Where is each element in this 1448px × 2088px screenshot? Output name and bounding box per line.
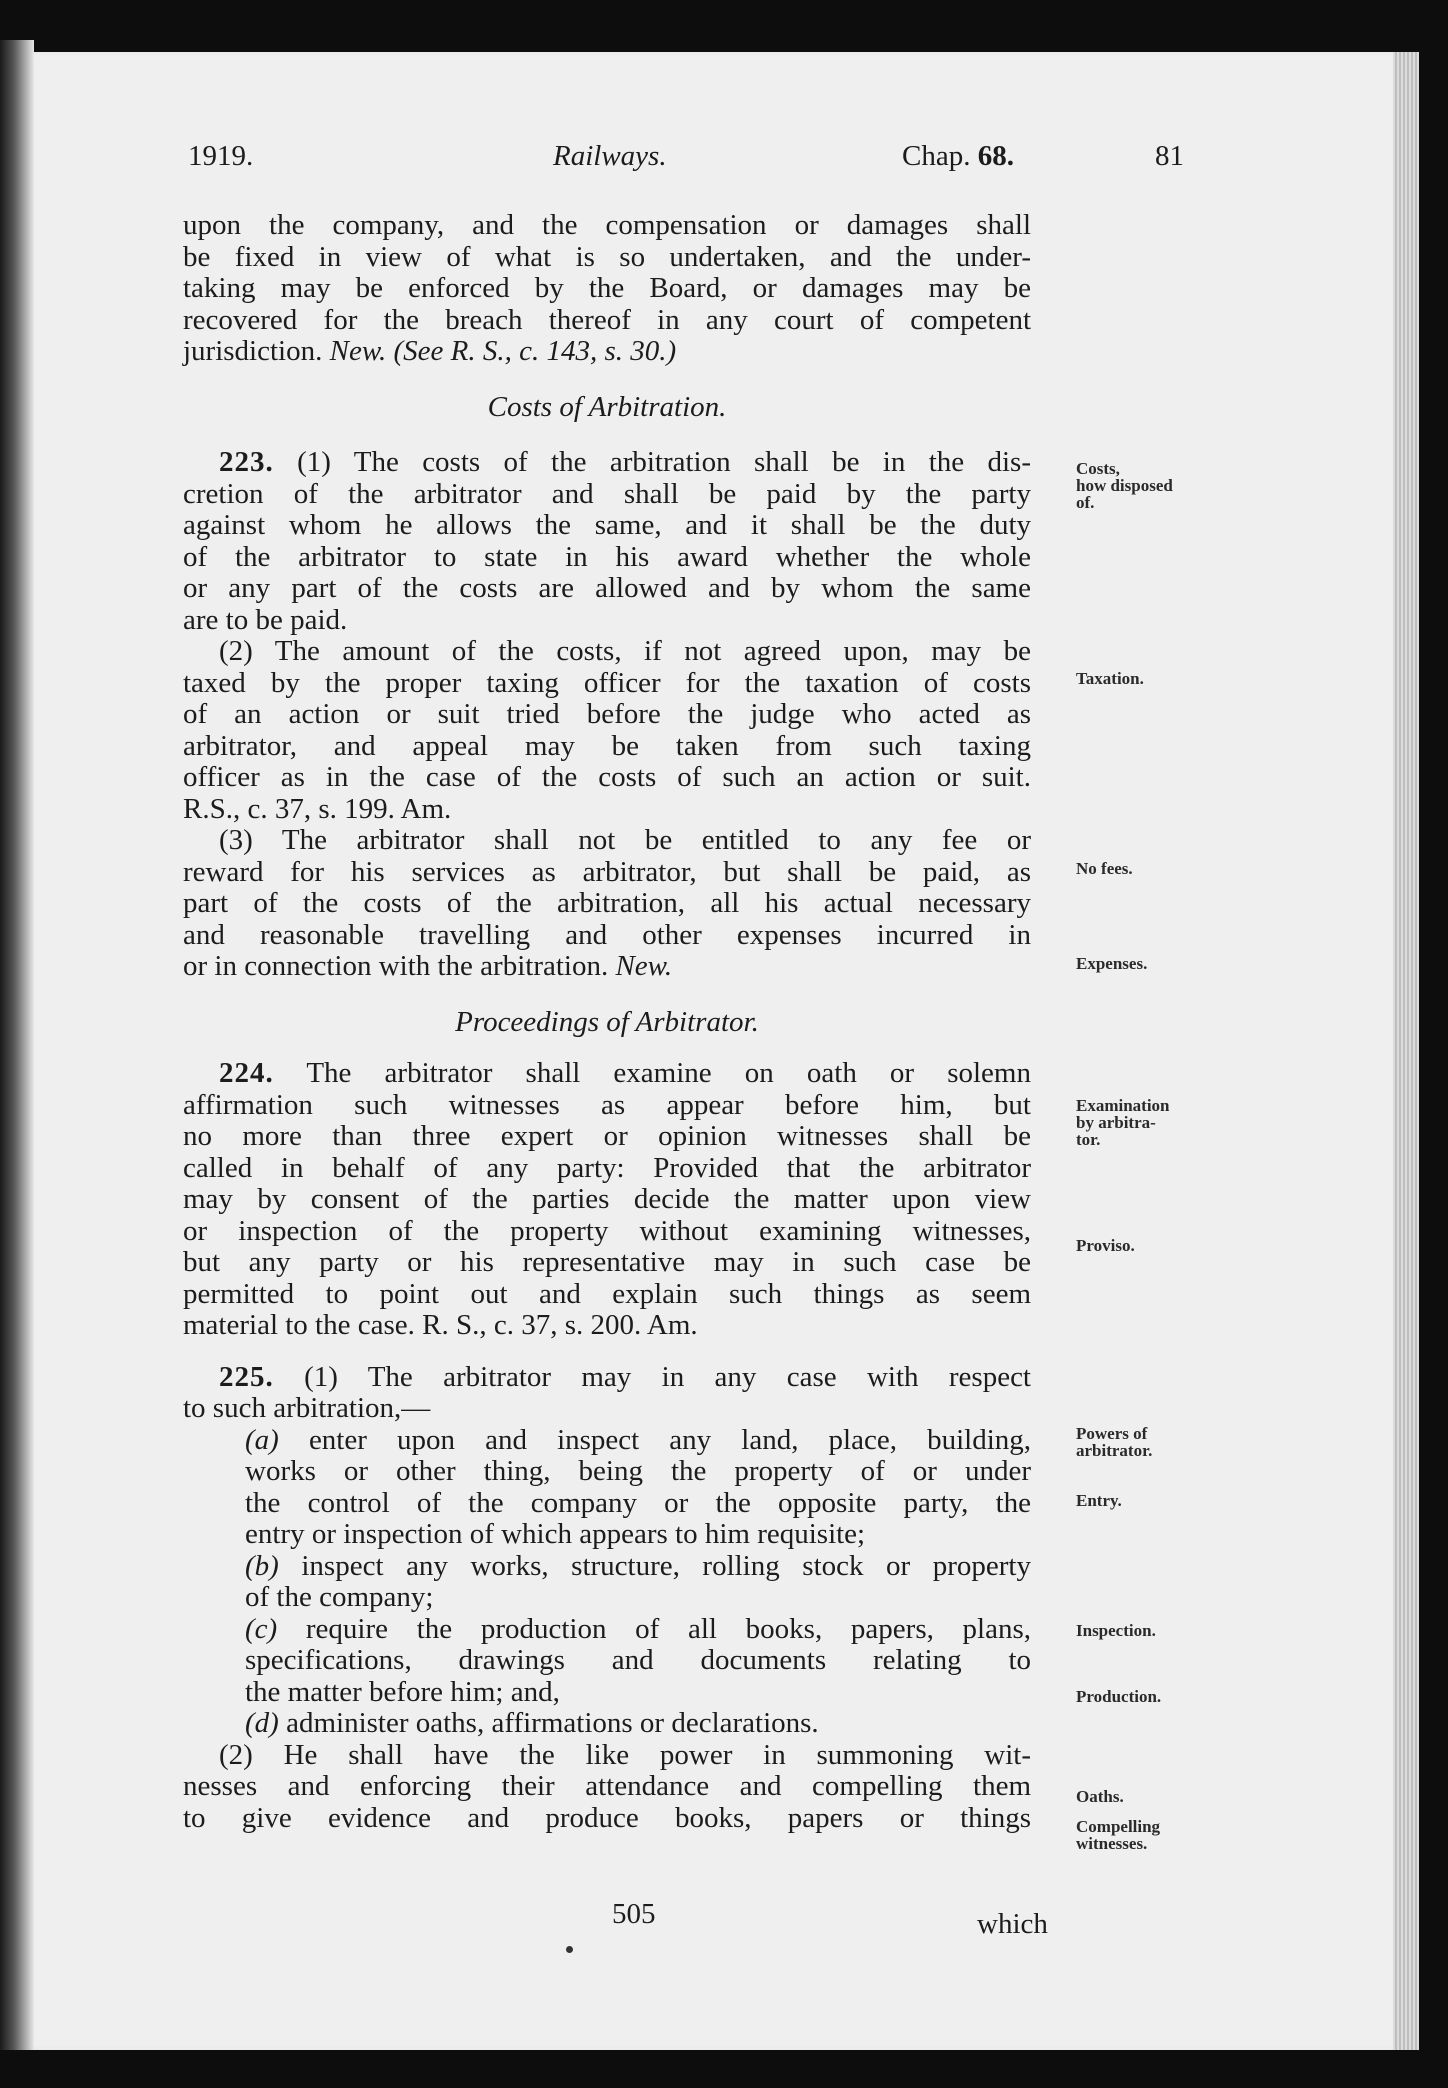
text-line	[245, 1425, 1031, 1457]
header-chapter	[902, 140, 1014, 173]
text-line: (2) The amount of the costs, if not agreed upon, may be	[219, 635, 1031, 667]
clause-label: (b)	[245, 1549, 279, 1582]
text-line: R.S., c. 37, s. 199. Am.	[183, 792, 452, 825]
margin-note-taxation: Taxation.	[1076, 669, 1144, 688]
clause-d	[183, 1708, 1031, 1740]
text-line: of the company;	[245, 1581, 434, 1613]
heading-costs-of-arbitration: Costs of Arbitration.	[487, 390, 727, 423]
text-line: entry or inspection of which appears to him requisite;	[245, 1518, 866, 1550]
margin-note-oaths: Oaths.	[1076, 1787, 1124, 1806]
footer-page-number: 505	[612, 1898, 656, 1930]
text-line: taxed by the proper taxing officer for the taxation of costs	[183, 666, 1031, 699]
text-fragment: enter upon and inspect any land, place, building,	[308, 1423, 1032, 1456]
header-title: Railways.	[553, 140, 667, 172]
text-line	[183, 951, 1031, 983]
text-line: recovered for the breach thereof in any court of competent	[183, 303, 1031, 336]
margin-line: of.	[1076, 493, 1095, 512]
text-fragment: jurisdiction.	[183, 335, 323, 367]
main-text	[183, 210, 1031, 1834]
heading-proceedings-of-arbitrator: Proceedings of Arbitrator.	[455, 1005, 759, 1038]
text-line: specifications, drawings and documents relating to	[245, 1644, 1031, 1676]
margin-note-expenses: Expenses.	[1076, 954, 1148, 973]
text-line: of an action or suit tried before the judge who acted as	[183, 698, 1031, 730]
text-line: works or other thing, being the property of or under	[245, 1455, 1031, 1487]
text-fragment: (1) The arbitrator may in any case with respect	[304, 1360, 1031, 1393]
book-spine-shadow	[0, 40, 34, 2050]
ink-speck	[566, 1946, 573, 1953]
margin-line: Examination	[1076, 1096, 1170, 1115]
margin-line: by arbitra-	[1076, 1113, 1156, 1132]
text-line: of the arbitrator to state in his award whether the whole	[183, 540, 1031, 573]
opening-paragraph	[183, 210, 1031, 368]
section-225	[183, 1362, 1031, 1835]
text-fragment: inspect any works, structure, rolling stock or property	[301, 1549, 1031, 1582]
text-fragment: require the production of all books, papers, plans,	[305, 1612, 1032, 1645]
text-line	[183, 1362, 1031, 1394]
margin-note-inspection: Inspection.	[1076, 1621, 1156, 1640]
chapter-number: 68.	[977, 140, 1014, 172]
clause-a	[183, 1425, 1031, 1551]
margin-line: Costs,	[1076, 459, 1120, 478]
text-line: arbitrator, and appeal may be taken from such taxing	[183, 729, 1031, 762]
margin-line: witnesses.	[1076, 1834, 1148, 1853]
margin-line: tor.	[1076, 1130, 1101, 1149]
section-number: 224.	[219, 1057, 274, 1089]
margin-line: Compelling	[1076, 1817, 1161, 1836]
margin-note-compelling	[1076, 1818, 1160, 1852]
text-line	[183, 1058, 1031, 1090]
text-line: are to be paid.	[183, 603, 348, 636]
margin-note-costs	[1076, 460, 1173, 511]
source-citation: New.	[615, 950, 673, 982]
text-line: material to the case. R. S., c. 37, s. 200. Am.	[183, 1309, 698, 1341]
section-224	[183, 1058, 1031, 1342]
margin-note-proviso: Proviso.	[1076, 1236, 1135, 1255]
margin-note-production: Production.	[1076, 1687, 1162, 1706]
header-year: 1919.	[188, 140, 254, 172]
margin-note-powers	[1076, 1425, 1152, 1459]
text-line: permitted to point out and explain such things as seem	[183, 1277, 1031, 1310]
text-line: and reasonable travelling and other expenses incurred in	[183, 918, 1031, 951]
clause-label: (a)	[245, 1423, 279, 1456]
text-line: (2) He shall have the like power in summoning wit-	[219, 1738, 1031, 1771]
text-line: (3) The arbitrator shall not be entitled to any fee or	[219, 824, 1031, 856]
text-line: cretion of the arbitrator and shall be paid by the party	[183, 477, 1031, 510]
text-line: taking may be enforced by the Board, or damages may be	[183, 272, 1031, 304]
text-line: nesses and enforcing their attendance and compelling them	[183, 1770, 1031, 1802]
page-stack-edges	[1393, 52, 1419, 2050]
margin-line: how disposed	[1076, 476, 1173, 495]
margin-note-no-fees: No fees.	[1076, 859, 1133, 878]
margin-line: arbitrator.	[1076, 1441, 1153, 1460]
source-citation: New. (See R. S., c. 143, s. 30.)	[329, 335, 677, 367]
text-line: or inspection of the property without examining witnesses,	[183, 1214, 1031, 1247]
clause-label: (c)	[245, 1612, 278, 1645]
text-line: to such arbitration,—	[183, 1392, 431, 1424]
section-number: 225.	[219, 1360, 274, 1393]
clause-b	[183, 1551, 1031, 1614]
chapter-prefix: Chap.	[902, 140, 971, 172]
footer-catchword: which	[977, 1908, 1048, 1940]
text-line: against whom he allows the same, and it shall be the duty	[183, 509, 1031, 541]
margin-note-entry: Entry.	[1076, 1491, 1122, 1510]
text-line: upon the company, and the compensation or damages shall	[183, 209, 1031, 241]
text-fragment: The arbitrator shall examine on oath or solemn	[306, 1057, 1031, 1089]
header-page-number: 81	[1155, 140, 1184, 172]
text-line: no more than three expert or opinion witnesses shall be	[183, 1120, 1031, 1152]
clause-label: (d)	[245, 1707, 279, 1739]
text-line: part of the costs of the arbitration, all his actual necessary	[183, 887, 1031, 919]
margin-note-examination	[1076, 1097, 1170, 1148]
text-line: reward for his services as arbitrator, but shall be paid, as	[183, 855, 1031, 888]
text-line	[245, 1708, 1031, 1740]
clause-c	[183, 1614, 1031, 1709]
text-line: but any party or his representative may in such case be	[183, 1246, 1031, 1278]
section-number: 223.	[219, 446, 274, 478]
text-fragment: administer oaths, affirmations or declarations.	[286, 1707, 819, 1739]
text-line: be fixed in view of what is so undertaken, and the under-	[183, 240, 1031, 273]
text-line	[183, 447, 1031, 479]
text-fragment: (1) The costs of the arbitration shall be in the dis-	[297, 446, 1031, 478]
text-line: the control of the company or the opposite party, the	[245, 1486, 1031, 1519]
text-line	[183, 336, 1031, 368]
text-line: to give evidence and produce books, papers or things	[183, 1801, 1031, 1834]
text-line	[245, 1551, 1031, 1583]
text-line: affirmation such witnesses as appear before him, but	[183, 1088, 1031, 1121]
text-line: officer as in the case of the costs of such an action or suit.	[183, 761, 1031, 793]
text-line: the matter before him; and,	[245, 1675, 560, 1708]
text-line: may by consent of the parties decide the matter upon view	[183, 1183, 1031, 1215]
section-223	[183, 447, 1031, 983]
text-line: or any part of the costs are allowed and by whom the same	[183, 572, 1031, 604]
text-line: called in behalf of any party: Provided that the arbitrator	[183, 1151, 1031, 1184]
margin-line: Powers of	[1076, 1424, 1148, 1443]
text-fragment: or in connection with the arbitration.	[183, 950, 609, 982]
text-line	[245, 1614, 1031, 1646]
